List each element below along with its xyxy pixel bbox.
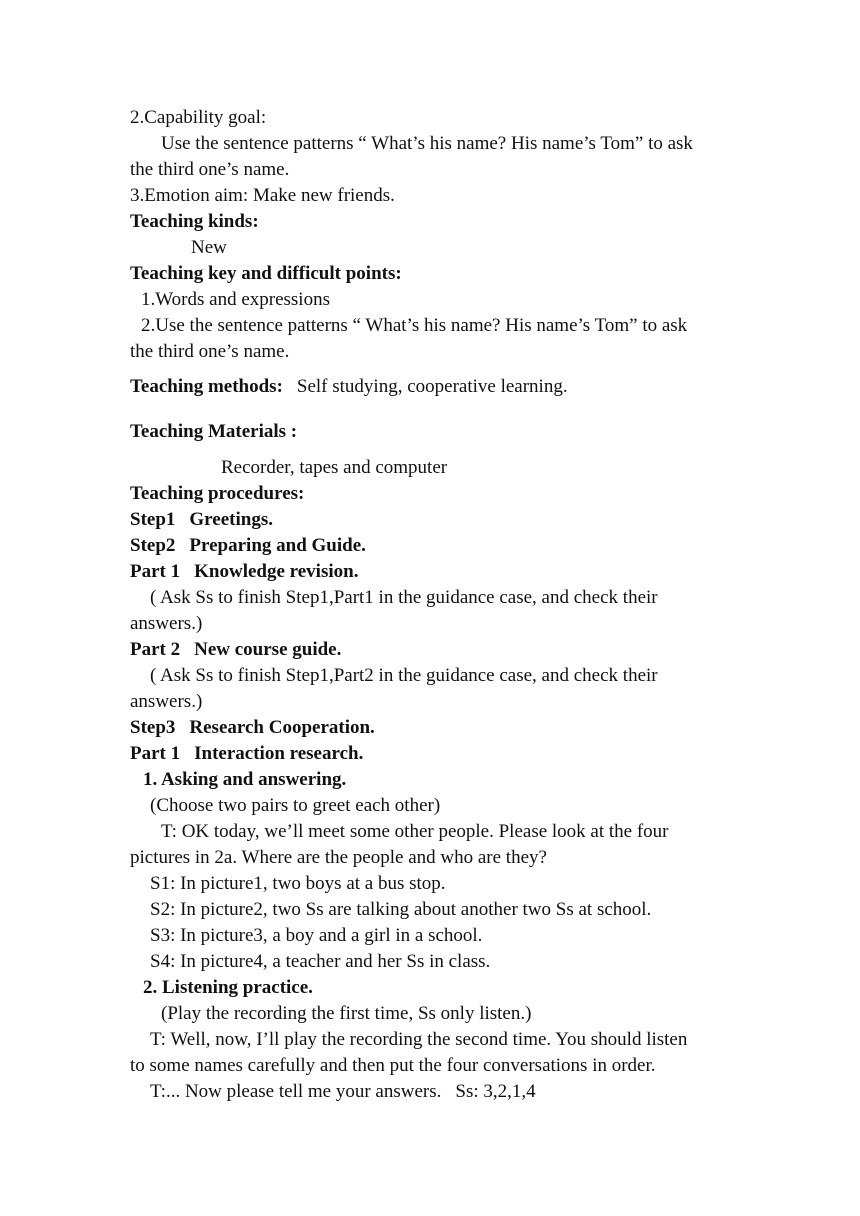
listening-practice-note: (Play the recording the first time, Ss only listen.) [161,1003,532,1024]
step2-part1-instruction-cont: answers.) [130,613,203,634]
part1-title: Knowledge revision. [194,561,359,582]
capability-goal-heading: 2.Capability goal: [130,107,267,128]
key-point-1: 1.Words and expressions [141,289,330,310]
teacher-line-1: T: OK today, we’ll meet some other people. Please look at the four [161,821,669,842]
students-answer-order: Ss: 3,2,1,4 [455,1081,536,1102]
teacher-line-3 [150,1079,536,1105]
part2-title: New course guide. [194,639,342,660]
step3-part1-label: Part 1 [130,743,181,764]
step1-label: Step1 [130,509,176,530]
step1-title: Greetings. [189,509,273,530]
step2-part2-heading [130,637,341,663]
teacher-line-3-text: T:... Now please tell me your answers. [150,1081,442,1102]
teaching-procedures-heading: Teaching procedures: [130,483,305,504]
teaching-kinds-heading: Teaching kinds: [130,211,259,232]
teaching-methods-label: Teaching methods: [130,376,283,397]
step3-title: Research Cooperation. [189,717,375,738]
step3-part1-heading [130,741,363,767]
step2-label: Step2 [130,535,176,556]
asking-answering-heading: 1. Asking and answering. [143,769,347,790]
teacher-line-2-cont: to some names carefully and then put the four conversations in order. [130,1055,656,1076]
step3-part1-title: Interaction research. [194,743,364,764]
step3-label: Step3 [130,717,176,738]
part2-label: Part 2 [130,639,181,660]
teaching-methods-value: Self studying, cooperative learning. [296,376,568,397]
part1-label: Part 1 [130,561,181,582]
student-answer-2: S2: In picture2, two Ss are talking about another two Ss at school. [150,899,652,920]
step2-part2-instruction-cont: answers.) [130,691,203,712]
teacher-line-2: T: Well, now, I’ll play the recording the second time. You should listen [150,1029,688,1050]
step1-heading [130,507,273,533]
teaching-materials-heading: Teaching Materials : [130,421,298,442]
teaching-methods [130,374,568,400]
listening-practice-heading: 2. Listening practice. [143,977,313,998]
student-answer-1: S1: In picture1, two boys at a bus stop. [150,873,446,894]
key-point-2: 2.Use the sentence patterns “ What’s his name? His name’s Tom” to ask [141,315,688,336]
emotion-aim: 3.Emotion aim: Make new friends. [130,185,395,206]
step2-heading [130,533,366,559]
step2-part1-instruction: ( Ask Ss to finish Step1,Part1 in the guidance case, and check their [150,587,658,608]
capability-goal-text: Use the sentence patterns “ What’s his name? His name’s Tom” to ask [161,133,693,154]
student-answer-3: S3: In picture3, a boy and a girl in a school. [150,925,483,946]
step2-title: Preparing and Guide. [189,535,366,556]
teaching-materials-value: Recorder, tapes and computer [221,457,448,478]
teaching-kinds-value: New [191,237,227,258]
asking-answering-note: (Choose two pairs to greet each other) [150,795,441,816]
capability-goal-text-cont: the third one’s name. [130,159,290,180]
step2-part1-heading [130,559,358,585]
student-answer-4: S4: In picture4, a teacher and her Ss in class. [150,951,491,972]
teacher-line-1-cont: pictures in 2a. Where are the people and who are they? [130,847,547,868]
step3-heading [130,715,375,741]
step2-part2-instruction: ( Ask Ss to finish Step1,Part2 in the guidance case, and check their [150,665,658,686]
key-point-2-cont: the third one’s name. [130,341,290,362]
key-points-heading: Teaching key and difficult points: [130,263,402,284]
